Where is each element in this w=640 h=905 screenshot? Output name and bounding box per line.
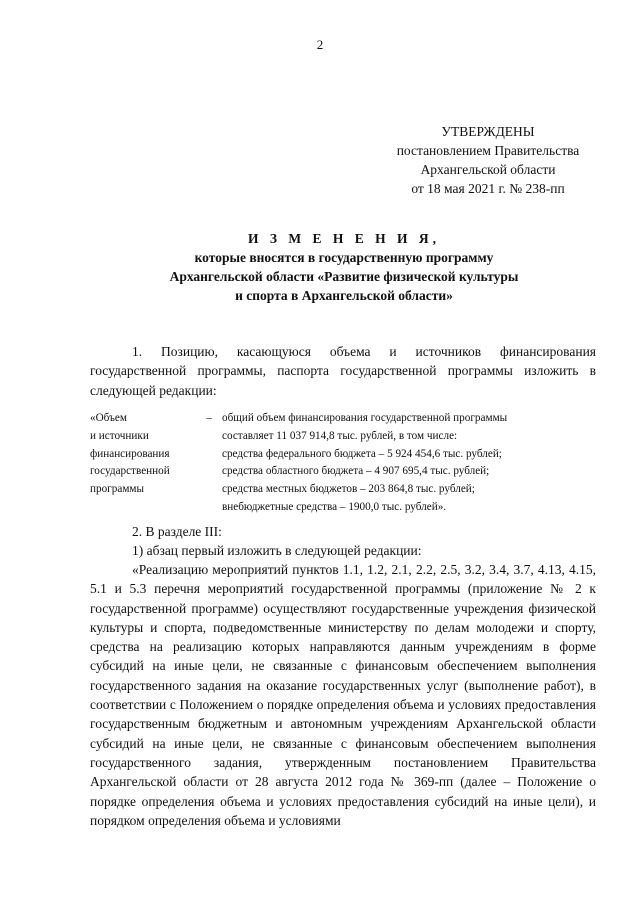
approval-line: УТВЕРЖДЕНЫ bbox=[441, 124, 535, 139]
passport-label-line: государственной bbox=[90, 465, 170, 478]
approval-line: Архангельской области bbox=[420, 162, 556, 177]
approval-line: постановлением Правительства bbox=[396, 143, 580, 158]
title-line: и спорта в Архангельской области» bbox=[235, 288, 453, 303]
paragraph-body: «Реализацию мероприятий пунктов 1.1, 1.2, 2.1, 2.2, 2.5, 3.2, 3.4, 3.7, 4.13, 4.15, 5.1 и 5.3 перечня мероприятий государственной программы (приложение № 2 к государственной программе) осуществляют государственные учреждения физической культуры и спорта, подведомственные министерству по делам молодежи и спорту, средства на реализацию которых направляются данным учреждениям в форме субсидий на иные цели, не связанные с финансовым обеспечением выполнения государственного задания на оказание государственных услуг (выполнение работ), в соответствии с Положением о порядке определения объема и условиях предоставления государственным бюджетным и автономным учреждениям Архангельской области субсидий на иные цели, не связанные с финансовым обеспечением выполнения государственного задания, утвержденным постановлением Правительства Архангельской области от 28 августа 2012 года № 369-пп (далее – Положение о порядке определения объема и условиях предоставления субсидий на иные цели), и порядком определения объема и условиями bbox=[90, 562, 596, 828]
paragraph-item-1: 1. Позицию, касающуюся объема и источников финансирования государственной программы, паспорта государственной программы изложить в следующей редакции: bbox=[90, 344, 596, 398]
passport-position-label bbox=[90, 410, 200, 499]
passport-label-line: и источники bbox=[90, 429, 149, 442]
document-title bbox=[88, 229, 600, 305]
passport-content-line: составляет 11 037 914,8 тыс. рублей, в том числе: bbox=[222, 429, 458, 442]
paragraph-item-2: 2. В разделе III: bbox=[132, 524, 222, 539]
passport-dash: – bbox=[206, 412, 212, 424]
paragraph-item-2-sub: 1) абзац первый изложить в следующей редакции: bbox=[132, 543, 422, 558]
passport-label-line: финансирования bbox=[90, 447, 170, 460]
passport-content-line: средства местных бюджетов – 203 864,8 тыс. рублей; bbox=[222, 483, 475, 496]
passport-label-line: «Объем bbox=[90, 412, 127, 424]
passport-content-line: средства областного бюджета – 4 907 695,4 тыс. рублей; bbox=[222, 465, 490, 478]
passport-content-line: общий объем финансирования государственной программы bbox=[222, 412, 508, 424]
passport-content-line: средства федерального бюджета – 5 924 454,6 тыс. рублей; bbox=[222, 447, 502, 460]
page-number: 2 bbox=[316, 37, 324, 52]
passport-label-line: программы bbox=[90, 483, 144, 496]
passport-content bbox=[222, 410, 600, 517]
approval-stamp bbox=[380, 122, 596, 198]
title-line: Архангельской области «Развитие физической культуры bbox=[169, 269, 519, 284]
approval-line: от 18 мая 2021 г. № 238-пп bbox=[411, 181, 565, 196]
title-heading: И З М Е Н Е Н И Я, bbox=[247, 231, 440, 246]
passport-content-line: внебюджетные средства – 1900,0 тыс. рублей». bbox=[222, 500, 447, 513]
title-line: которые вносятся в государственную программу bbox=[194, 250, 494, 265]
